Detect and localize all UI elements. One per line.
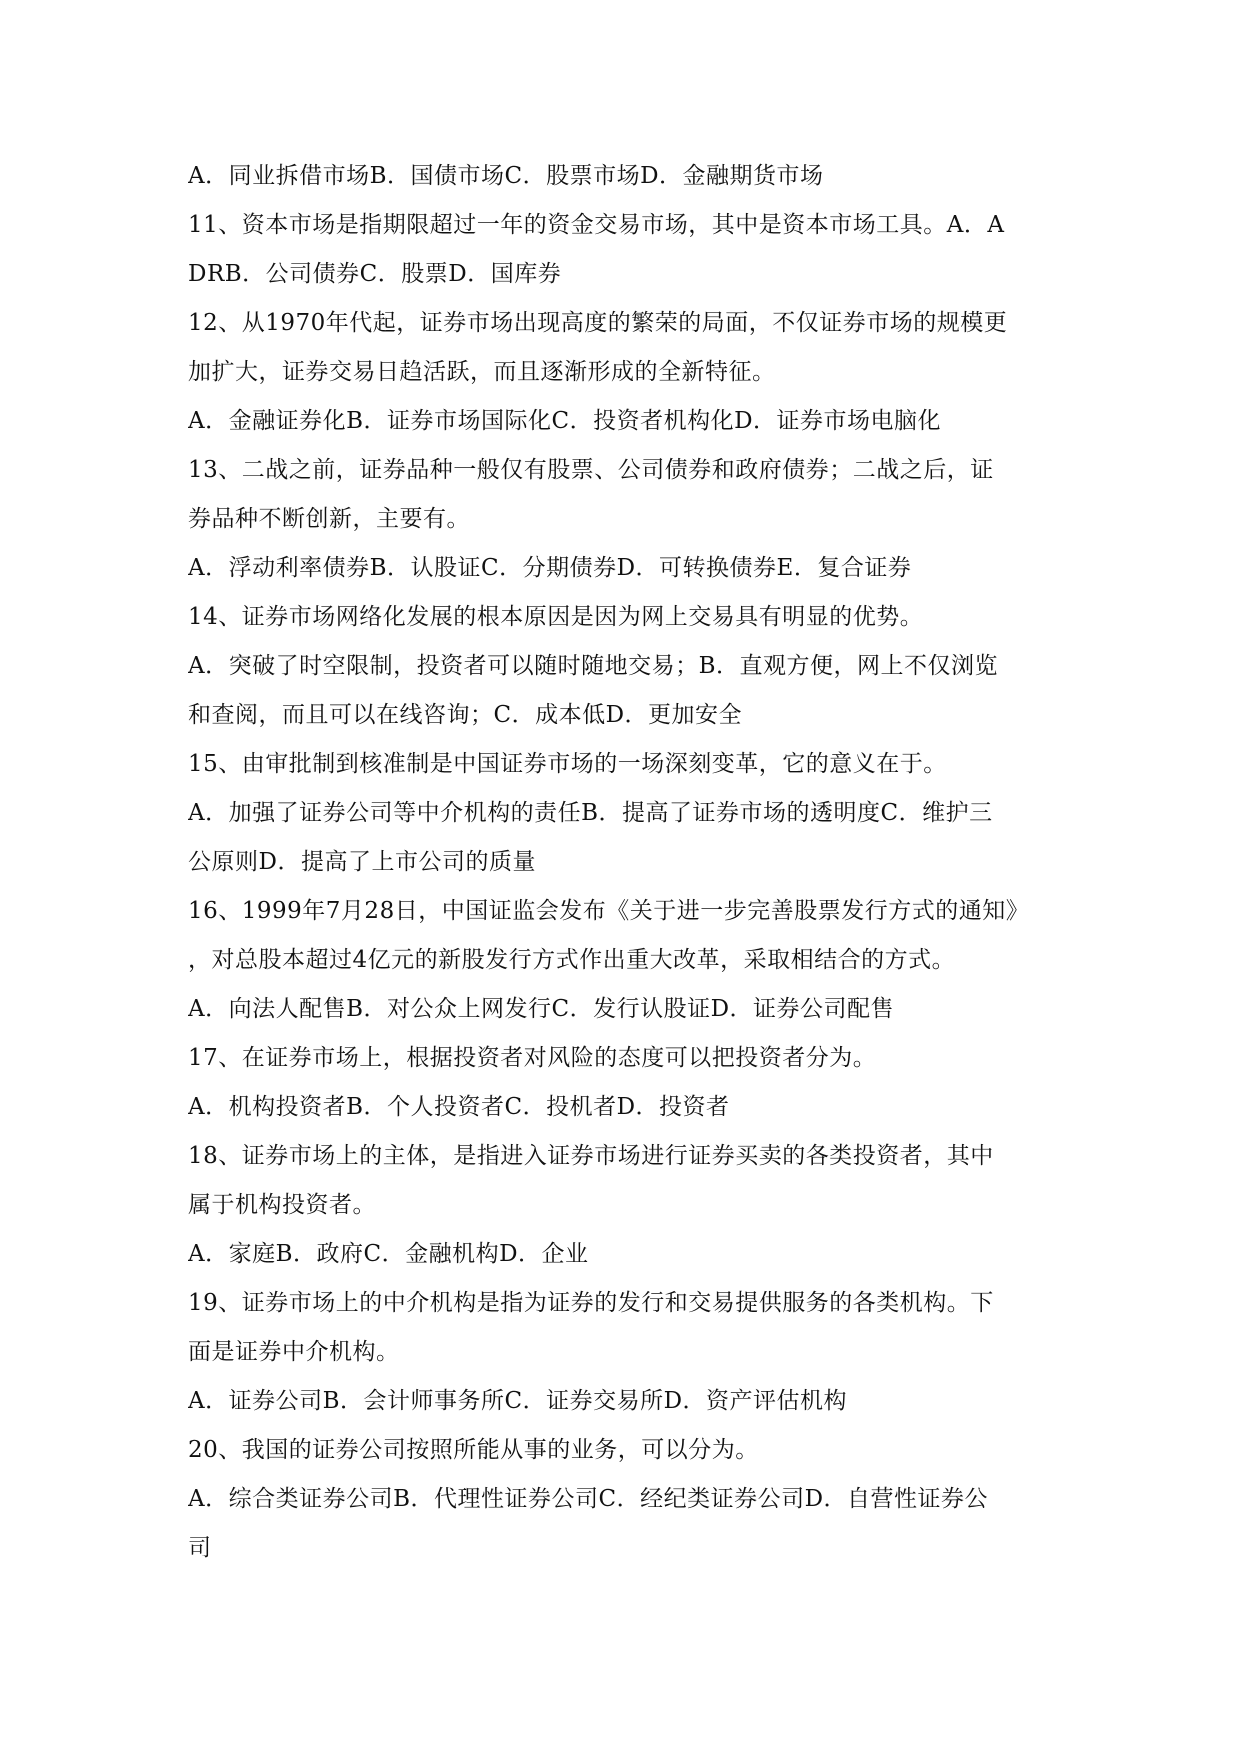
text-line: 属于机构投资者。 [188, 1192, 376, 1218]
text-line: 15、由审批制到核准制是中国证券市场的一场深刻变革，它的意义在于。 [188, 751, 947, 777]
text-line: 12、从1970年代起，证券市场出现高度的繁荣的局面，不仅证券市场的规模更 [188, 310, 1008, 336]
text-line: 面是证券中介机构。 [188, 1339, 400, 1365]
text-line: 公原则D．提高了上市公司的质量 [188, 849, 536, 875]
text-line: DRB．公司债券C．股票D．国库券 [188, 261, 562, 287]
text-line: ，对总股本超过4亿元的新股发行方式作出重大改革，采取相结合的方式。 [188, 947, 956, 973]
text-line: 20、我国的证券公司按照所能从事的业务，可以分为。 [188, 1437, 759, 1463]
text-line: A．证券公司B．会计师事务所C．证券交易所D．资产评估机构 [188, 1388, 848, 1414]
text-line: 16、1999年7月28日，中国证监会发布《关于进一步完善股票发行方式的通知》 [188, 898, 1030, 924]
text-line: A．金融证券化B．证券市场国际化C．投资者机构化D．证券市场电脑化 [188, 408, 942, 434]
text-line: 14、证券市场网络化发展的根本原因是因为网上交易具有明显的优势。 [188, 604, 924, 630]
text-line: 券品种不断创新，主要有。 [188, 506, 470, 532]
text-line: A．突破了时空限制，投资者可以随时随地交易；B．直观方便，网上不仅浏览 [188, 653, 999, 679]
text-line: 18、证券市场上的主体，是指进入证券市场进行证券买卖的各类投资者，其中 [188, 1143, 994, 1169]
text-line: 和查阅，而且可以在线咨询；C．成本低D．更加安全 [188, 702, 743, 728]
text-line: A．家庭B．政府C．金融机构D．企业 [188, 1241, 589, 1267]
text-line: 19、证券市场上的中介机构是指为证券的发行和交易提供服务的各类机构。下 [188, 1290, 994, 1316]
text-line: A．向法人配售B．对公众上网发行C．发行认股证D．证券公司配售 [188, 996, 895, 1022]
text-line: A．综合类证券公司B．代理性证券公司C．经纪类证券公司D．自营性证券公 [188, 1486, 989, 1512]
text-line: 11、资本市场是指期限超过一年的资金交易市场，其中是资本市场工具。A．A [188, 212, 1005, 238]
text-line: 加扩大，证券交易日趋活跃，而且逐渐形成的全新特征。 [188, 359, 776, 385]
text-line: 司 [188, 1535, 212, 1561]
text-line: A．同业拆借市场B．国债市场C．股票市场D．金融期货市场 [188, 163, 824, 189]
text-line: 17、在证券市场上，根据投资者对风险的态度可以把投资者分为。 [188, 1045, 877, 1071]
text-line: 13、二战之前，证券品种一般仅有股票、公司债券和政府债券；二战之后，证 [188, 457, 994, 483]
text-line: A．加强了证券公司等中介机构的责任B．提高了证券市场的透明度C．维护三 [188, 800, 993, 826]
document-body [188, 152, 1068, 1573]
text-line: A．机构投资者B．个人投资者C．投机者D．投资者 [188, 1094, 730, 1120]
text-line: A．浮动利率债券B．认股证C．分期债券D．可转换债券E．复合证券 [188, 555, 912, 581]
